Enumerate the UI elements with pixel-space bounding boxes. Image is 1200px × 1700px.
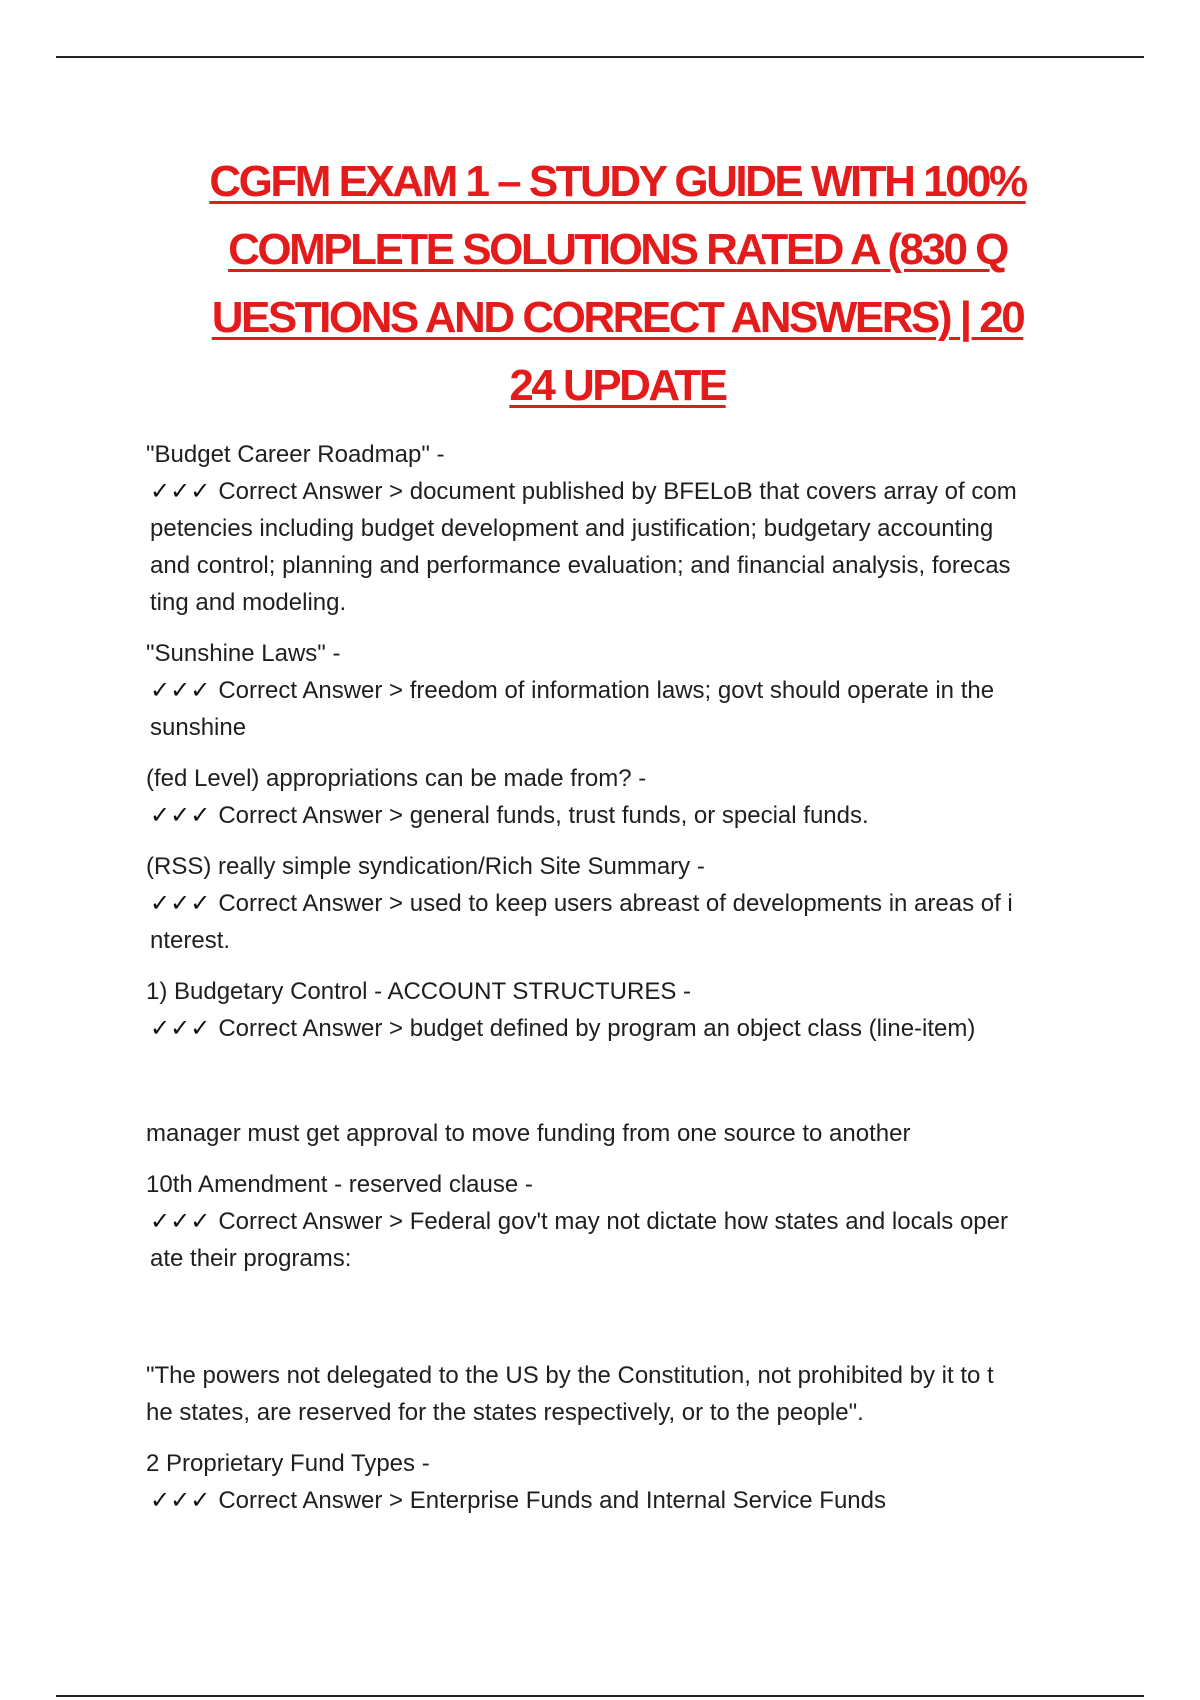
answer-text: Correct Answer > budget defined by program an object class (line-item) <box>218 1015 976 1042</box>
check-mark-icon: ✓✓✓ <box>150 1014 211 1042</box>
title-line: COMPLETE SOLUTIONS RATED A (830 Q <box>228 225 1007 274</box>
question-text: 1) Budgetary Control - ACCOUNT STRUCTURES - <box>146 978 692 1005</box>
qa-entry <box>146 1166 1081 1431</box>
check-mark-icon: ✓✓✓ <box>150 1207 211 1235</box>
title-line: CGFM EXAM 1 – STUDY GUIDE WITH 100% <box>209 157 1026 206</box>
footer-rule <box>56 1695 1144 1697</box>
document-title <box>150 148 1085 420</box>
answer-block <box>146 1010 1081 1047</box>
qa-entry <box>146 436 1081 621</box>
qa-entry <box>146 848 1081 959</box>
answer-text: Correct Answer > general funds, trust funds, or special funds. <box>218 802 869 829</box>
check-mark-icon: ✓✓✓ <box>150 676 211 704</box>
answer-block <box>146 473 1081 621</box>
answer-block <box>146 797 1081 834</box>
qa-entry <box>146 760 1081 834</box>
question-text: (fed Level) appropriations can be made from? - <box>146 765 647 792</box>
title-line: 24 UPDATE <box>509 361 726 410</box>
answer-text: Correct Answer > freedom of information laws; govt should operate in the sunshine <box>150 677 995 741</box>
check-mark-icon: ✓✓✓ <box>150 801 211 829</box>
answer-text: Correct Answer > document published by BFELoB that covers array of com petencies including budget development and justification; budgetary accounting and control; planning and performance evaluation; and financial analysis, forecas ting and modeling. <box>150 478 1017 616</box>
answer-extra-text: "The powers not delegated to the US by the Constitution, not prohibited by it to t he states, are reserved for the states respectively, or to the people". <box>146 1362 994 1426</box>
answer-extra-text: manager must get approval to move funding from one source to another <box>146 1120 911 1147</box>
question-text: (RSS) really simple syndication/Rich Site Summary - <box>146 853 705 880</box>
question-text: 2 Proprietary Fund Types - <box>146 1450 430 1477</box>
question-text: "Sunshine Laws" - <box>146 640 341 667</box>
check-mark-icon: ✓✓✓ <box>150 1486 211 1514</box>
check-mark-icon: ✓✓✓ <box>150 477 211 505</box>
answer-block <box>146 885 1081 959</box>
answer-block <box>146 672 1081 746</box>
answer-text: Correct Answer > Federal gov't may not dictate how states and locals oper ate their programs: <box>150 1208 1008 1272</box>
title-line: UESTIONS AND CORRECT ANSWERS) | 20 <box>211 293 1024 342</box>
qa-entry <box>146 1445 1081 1519</box>
answer-block <box>146 1482 1081 1519</box>
answer-block <box>146 1203 1081 1277</box>
header-rule <box>56 56 1144 58</box>
qa-entry <box>146 973 1081 1152</box>
qa-list <box>146 436 1081 1533</box>
answer-text: Correct Answer > used to keep users abreast of developments in areas of i nterest. <box>150 890 1013 954</box>
question-text: 10th Amendment - reserved clause - <box>146 1171 533 1198</box>
qa-entry <box>146 635 1081 746</box>
check-mark-icon: ✓✓✓ <box>150 889 211 917</box>
answer-text: Correct Answer > Enterprise Funds and Internal Service Funds <box>218 1487 886 1514</box>
question-text: "Budget Career Roadmap" - <box>146 441 445 468</box>
